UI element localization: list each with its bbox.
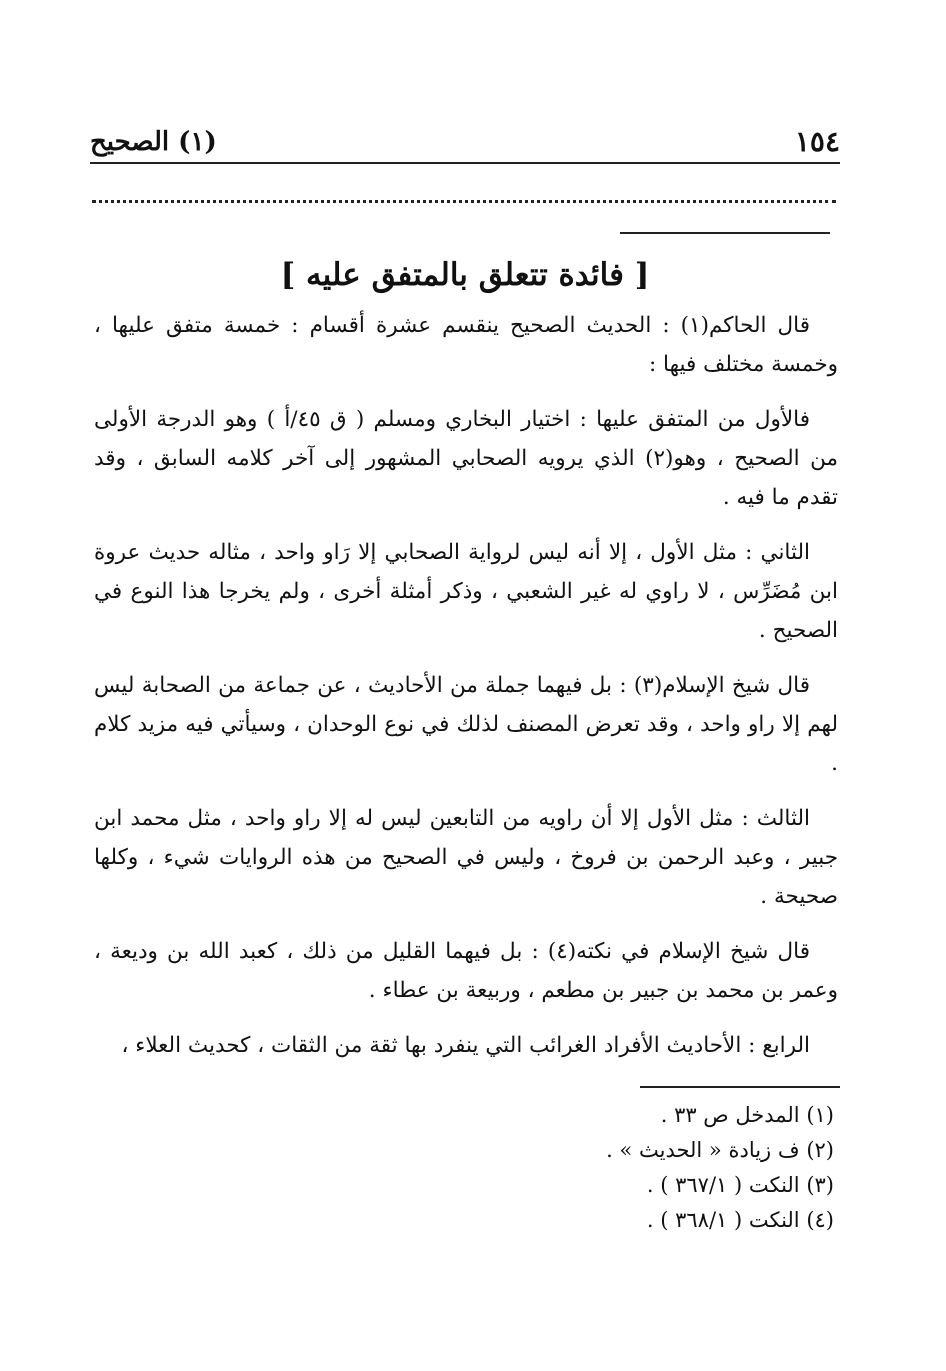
page-number: ١٥٤	[794, 125, 840, 158]
paragraph: فالأول من المتفق عليها : اختيار البخاري ومسلم ( ق ٤٥/أ ) وهو الدرجة الأولى من الصحيح ، وهو(٢) الذي يرويه الصحابي المشهور إلى آخر كلامه السابق ، وقد تقدم ما فيه .	[94, 407, 838, 510]
paragraph: قال شيخ الإسلام(٣) : بل فيهما جملة من الأحاديث ، عن جماعة من الصحابة ليس لهم إلا راو واحد ، وقد تعرض المصنف لذلك في نوع الوحدان ، وسيأتي فيه مزيد كلام .	[94, 673, 838, 776]
paragraph: الثاني : مثل الأول ، إلا أنه ليس لرواية الصحابي إلا رَاو واحد ، مثاله حديث عروة ابن مُضَرِّس ، لا راوي له غير الشعبي ، وذكر أمثلة أخرى ، ولم يخرجا هذا النوع في الصحيح .	[94, 540, 838, 643]
section-title: [ فائدة تتعلق بالمتفق عليه ]	[280, 257, 650, 293]
footnote: (٤) النكت ( ٣٦٨/١ ) .	[646, 1208, 834, 1232]
header-rule	[90, 162, 840, 164]
paragraph: قال الحاكم(١) : الحديث الصحيح ينقسم عشرة أقسام : خمسة متفق عليها ، وخمسة مختلف فيها :	[94, 313, 838, 377]
footnote: (٢) ف زيادة « الحديث » .	[606, 1138, 834, 1162]
footnote: (١) المدخل ص ٣٣ .	[660, 1103, 834, 1127]
footnote: (٣) النكت ( ٣٦٧/١ ) .	[646, 1173, 834, 1197]
footnote-rule	[640, 1086, 840, 1088]
paragraph: الثالث : مثل الأول إلا أن راويه من التابعين ليس له إلا راو واحد ، مثل محمد ابن جبير ، وعبد الرحمن بن فروخ ، وليس في الصحيح من هذه الروايات شيء ، وكلها صحيحة .	[94, 806, 838, 909]
short-divider	[620, 232, 830, 234]
page-header	[90, 122, 840, 162]
footnotes	[90, 1098, 838, 1238]
dotted-divider	[92, 200, 836, 203]
paragraph: الرابع : الأحاديث الأفراد الغرائب التي ينفرد بها ثقة من الثقات ، كحديث العلاء ،	[121, 1033, 810, 1058]
paragraph: قال شيخ الإسلام في نكته(٤) : بل فيهما القليل من ذلك ، كعبد الله بن وديعة ، وعمر بن محمد بن جبير بن مطعم ، وربيعة بن عطاء .	[94, 939, 838, 1003]
running-title: (١) الصحيح	[90, 127, 217, 157]
body-text	[94, 306, 838, 1081]
